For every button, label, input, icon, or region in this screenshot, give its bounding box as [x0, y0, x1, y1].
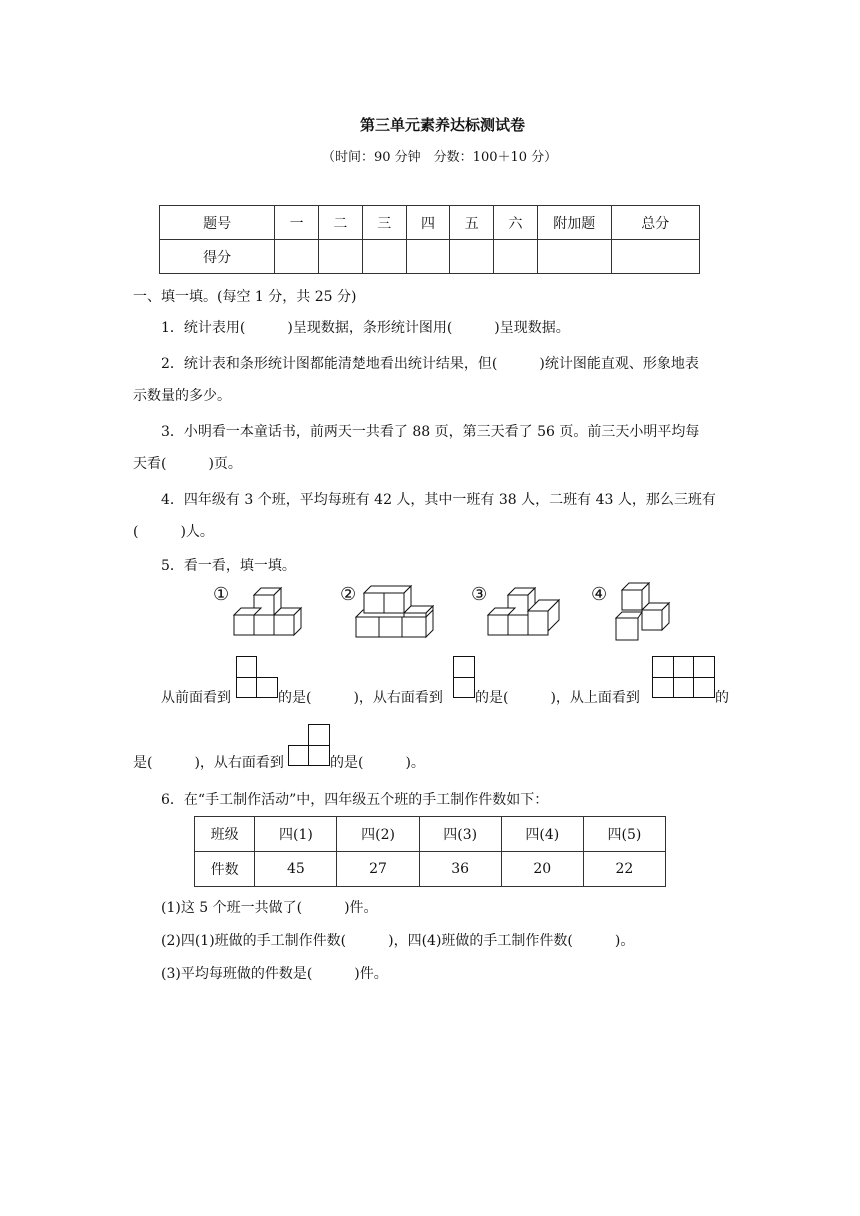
score-header-cell: 二 [319, 206, 363, 240]
question-1: 1．统计表用( )呈现数据，条形统计图用( )呈现数据。 [161, 320, 570, 336]
question-5: 5．看一看，填一填。 [161, 558, 296, 574]
craft-cell: 20 [501, 852, 583, 887]
score-header-cell: 一 [275, 206, 319, 240]
view-text-2a: 是( )，从右面看到 [133, 755, 284, 771]
view-text-1c: 的是( )，从上面看到 [475, 690, 640, 706]
view-text-2b: 的是( )。 [330, 755, 425, 771]
score-cell[interactable] [494, 240, 538, 274]
score-header-cell: 四 [406, 206, 450, 240]
question-2-line1: 2．统计表和条形统计图都能清楚地看出统计结果，但( )统计图能直观、形象地表 [161, 356, 699, 372]
question-4-line1: 4．四年级有 3 个班，平均每班有 42 人，其中一班有 38 人，二班有 43 人，那么三班有 [161, 492, 716, 508]
score-header-cell: 附加题 [537, 206, 611, 240]
view-shape-right [453, 656, 475, 698]
view-shape-top [652, 656, 715, 698]
page-title: 第三单元素养达标测试卷 [360, 116, 526, 134]
cube-figure-4 [614, 580, 680, 644]
craft-cell: 27 [337, 852, 419, 887]
score-header-cell: 五 [450, 206, 494, 240]
score-cell[interactable] [406, 240, 450, 274]
score-cell[interactable] [450, 240, 494, 274]
craft-header-cell: 四(4) [501, 817, 583, 852]
view-shape-front [236, 656, 278, 698]
score-cell[interactable] [362, 240, 406, 274]
craft-header-cell: 四(5) [583, 817, 665, 852]
figure-label-4: ④ [591, 584, 608, 605]
view-text-1a: 从前面看到 [161, 690, 231, 706]
craft-header-cell: 四(1) [255, 817, 337, 852]
question-3-line2: 天看( )页。 [133, 456, 242, 472]
question-3-line1: 3．小明看一本童话书，前两天一共看了 88 页，第三天看了 56 页。前三天小明平均每 [161, 424, 700, 440]
score-table [159, 205, 700, 274]
craft-table [194, 816, 666, 887]
section-heading: 一、填一填。(每空 1 分，共 25 分) [133, 289, 357, 305]
question-4-line2: ( )人。 [133, 524, 214, 540]
score-cell[interactable] [611, 240, 700, 274]
cube-figure-3 [486, 585, 562, 641]
craft-cell: 36 [419, 852, 501, 887]
cube-figure-1 [232, 585, 308, 641]
question-6-1: (1)这 5 个班一共做了( )件。 [161, 900, 378, 916]
score-header-cell: 六 [494, 206, 538, 240]
figure-label-1: ① [213, 584, 230, 605]
craft-cell: 45 [255, 852, 337, 887]
score-header-cell: 总分 [611, 206, 700, 240]
craft-header-cell: 班级 [195, 817, 255, 852]
question-6-3: (3)平均每班做的件数是( )件。 [161, 966, 388, 982]
score-header-cell: 三 [362, 206, 406, 240]
score-cell[interactable] [319, 240, 363, 274]
view-text-1d: 的 [715, 690, 729, 706]
craft-row-label: 件数 [195, 852, 255, 887]
craft-cell: 22 [583, 852, 665, 887]
score-cell[interactable] [275, 240, 319, 274]
question-6-2: (2)四(1)班做的手工制作件数( )，四(4)班做的手工制作件数( )。 [161, 933, 635, 949]
question-6: 6．在“手工制作活动”中，四年级五个班的手工制作件数如下： [161, 792, 549, 808]
figure-label-3: ③ [471, 584, 488, 605]
view-shape-right-2 [288, 724, 330, 766]
score-cell[interactable] [537, 240, 611, 274]
score-row-label: 得分 [160, 240, 275, 274]
craft-header-cell: 四(3) [419, 817, 501, 852]
score-header-cell: 题号 [160, 206, 275, 240]
craft-header-cell: 四(2) [337, 817, 419, 852]
figure-label-2: ② [340, 584, 357, 605]
question-2-line2: 示数量的多少。 [133, 388, 231, 404]
page-subtitle: （时间：90 分钟 分数：100＋10 分） [322, 150, 558, 165]
cube-figure-2 [354, 583, 438, 643]
view-text-1b: 的是( )，从右面看到 [278, 690, 443, 706]
